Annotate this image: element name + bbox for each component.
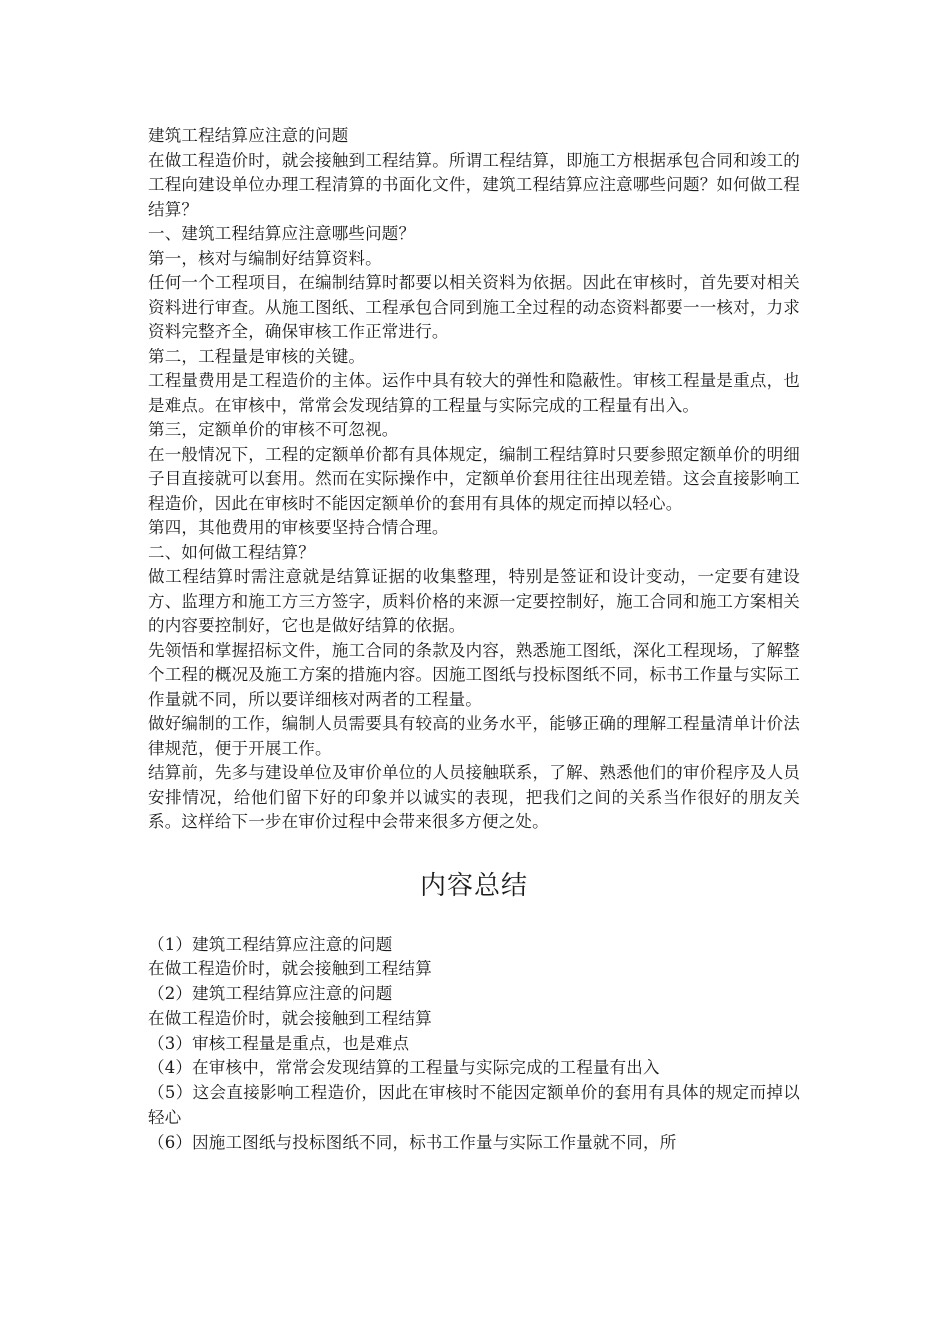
point-2-heading: 第二，工程量是审核的关键。 bbox=[148, 346, 366, 366]
summary-item: （5）这会直接影响工程造价，因此在审核时不能因定额单价的套用有具体的规定而掉以轻心 bbox=[148, 1083, 800, 1128]
summary-item: （6）因施工图纸与投标图纸不同，标书工作量与实际工作量就不同，所 bbox=[148, 1132, 677, 1152]
section-2-heading: 二、如何做工程结算？ bbox=[148, 542, 315, 562]
summary-item: （4）在审核中，常常会发现结算的工程量与实际完成的工程量有出入 bbox=[148, 1058, 660, 1078]
summary-item: 在做工程造价时，就会接触到工程结算 bbox=[148, 1008, 432, 1028]
summary-list bbox=[148, 933, 800, 1156]
intro-paragraph: 在做工程造价时，就会接触到工程结算。所谓工程结算，即施工方根据承包合同和竣工的工程向建设单位办理工程清算的书面化文件，建筑工程结算应注意哪些问题？如何做工程结算？ bbox=[148, 150, 800, 219]
how-paragraph-2: 先领悟和掌握招标文件，施工合同的条款及内容，熟悉施工图纸，深化工程现场，了解整个工程的概况及施工方案的措施内容。因施工图纸与投标图纸不同，标书工作量与实际工作量就不同，所以要详细核对两者的工程量。 bbox=[148, 640, 800, 709]
summary-item: （2）建筑工程结算应注意的问题 bbox=[148, 984, 393, 1004]
document-title: 建筑工程结算应注意的问题 bbox=[148, 126, 349, 145]
point-2-body: 工程量费用是工程造价的主体。运作中具有较大的弹性和隐蔽性。审核工程量是重点，也是难点。在审核中，常常会发现结算的工程量与实际完成的工程量有出入。 bbox=[148, 371, 800, 415]
document-page bbox=[148, 124, 800, 1156]
how-paragraph-3: 做好编制的工作，编制人员需要具有较高的业务水平，能够正确的理解工程量清单计价法律规范，便于开展工作。 bbox=[148, 714, 800, 758]
how-paragraph-1: 做工程结算时需注意就是结算证据的收集整理，特别是签证和设计变动，一定要有建设方、监理方和施工方三方签字，质料价格的来源一定要控制好，施工合同和施工方案相关的内容要控制好，它也是做好结算的依据。 bbox=[148, 567, 800, 635]
summary-item: 在做工程造价时，就会接触到工程结算 bbox=[148, 959, 432, 979]
document-body bbox=[148, 124, 800, 835]
summary-item: （1）建筑工程结算应注意的问题 bbox=[148, 934, 393, 954]
summary-title: 内容总结 bbox=[419, 870, 528, 901]
point-3-heading: 第三，定额单价的审核不可忽视。 bbox=[148, 420, 399, 439]
summary-item: （3）审核工程量是重点，也是难点 bbox=[148, 1033, 410, 1053]
point-1-heading: 第一，核对与编制好结算资料。 bbox=[148, 248, 382, 268]
section-1-heading: 一、建筑工程结算应注意哪些问题？ bbox=[148, 224, 416, 243]
point-1-body: 任何一个工程项目，在编制结算时都要以相关资料为依据。因此在审核时，首先要对相关资料进行审查。从施工图纸、工程承包合同到施工全过程的动态资料都要一一核对，力求资料完整齐全，确保审核工作正常进行。 bbox=[148, 273, 800, 341]
point-4-heading: 第四，其他费用的审核要坚持合情合理。 bbox=[148, 518, 449, 537]
how-paragraph-4: 结算前，先多与建设单位及审价单位的人员接触联系，了解、熟悉他们的审价程序及人员安排情况，给他们留下好的印象并以诚实的表现，把我们之间的关系当作很好的朋友关系。这样给下一步在审价过程中会带来很多方便之处。 bbox=[148, 763, 800, 831]
point-3-body: 在一般情况下，工程的定额单价都有具体规定，编制工程结算时只要参照定额单价的明细子目直接就可以套用。然而在实际操作中，定额单价套用往往出现差错。这会直接影响工程造价，因此在审核时不能因定额单价的套用有具体的规定而掉以轻心。 bbox=[148, 444, 800, 513]
